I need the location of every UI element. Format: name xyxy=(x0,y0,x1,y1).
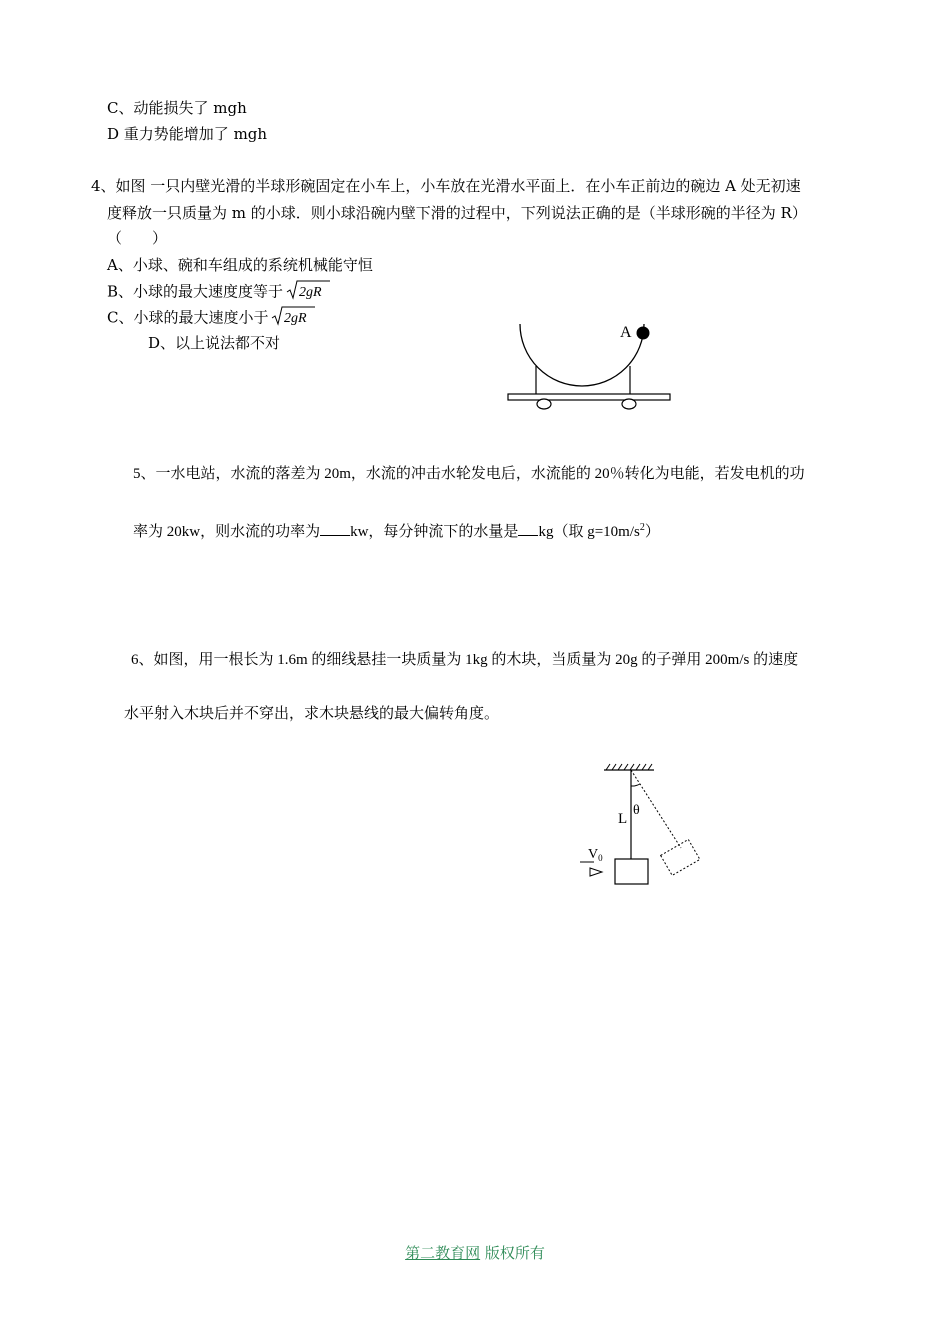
footer-copyright: 版权所有 xyxy=(480,1244,545,1262)
q4-option-b xyxy=(107,279,331,306)
sqrt-2gR-b-text: 2gR xyxy=(299,285,322,300)
label-v-sub: 0 xyxy=(598,853,603,863)
pendulum-figure xyxy=(578,758,708,890)
q4-option-a: A、小球、碗和车组成的系统机械能守恒 xyxy=(107,256,373,274)
ball xyxy=(637,327,650,340)
sqrt-2gR-c xyxy=(270,305,316,332)
block-deflected xyxy=(661,839,700,875)
q5-text-d: ） xyxy=(644,524,660,540)
label-l: L xyxy=(618,811,628,827)
q5-superscript: 2 xyxy=(639,522,645,533)
cart-platform xyxy=(508,394,670,400)
ceiling-hatch xyxy=(606,764,652,770)
footer xyxy=(0,1242,950,1263)
q4-option-c-text: C、小球的最大速度小于 xyxy=(107,308,269,327)
label-a: A xyxy=(620,324,632,341)
angle-arc xyxy=(631,784,640,786)
sqrt-2gR-b xyxy=(285,279,331,306)
label-v0 xyxy=(588,847,603,863)
q5-stem-line1: 5、一水电站，水流的落差为 20m，水流的冲击水轮发电后，水流能的 20％转化为电能，若发电机的功 xyxy=(133,466,805,482)
q4-option-d: D、以上说法都不对 xyxy=(148,334,281,352)
block-rest xyxy=(615,859,648,884)
q5-text-b: kw，每分钟流下的水量是 xyxy=(350,524,519,540)
wheel-right xyxy=(622,399,636,409)
q6-stem-line2: 水平射入木块后并不穿出，求木块悬线的最大偏转角度。 xyxy=(124,706,500,722)
sqrt-2gR-c-text: 2gR xyxy=(284,311,308,326)
q4-answer-paren: （ ） xyxy=(107,229,168,247)
q5-text-a: 率为 20kw，则水流的功率为 xyxy=(133,524,321,540)
q4-stem-line2: 度释放一只质量为 m 的小球．则小球沿碗内壁下滑的过程中，下列说法正确的是（半球形碗的半径为 R） xyxy=(107,204,807,222)
bowl-cart-figure xyxy=(500,318,680,414)
q4-option-b-text: B、小球的最大速度度等于 xyxy=(107,282,284,301)
wheel-left xyxy=(537,399,551,409)
label-theta: θ xyxy=(633,803,640,818)
q4-option-c xyxy=(107,305,316,332)
footer-link[interactable]: 第二教育网 xyxy=(405,1244,481,1262)
label-v: V xyxy=(588,847,599,862)
q5-text-c: kg（取 g=10m/s xyxy=(538,524,640,540)
q5-blank-mass[interactable] xyxy=(518,521,538,536)
bullet-icon xyxy=(590,868,602,876)
q4-stem-line1: 4、如图 一只内壁光滑的半球形碗固定在小车上，小车放在光滑水平面上．在小车正前边的碗边 A 处无初速 xyxy=(91,177,801,195)
q3-option-c: C、动能损失了 mgh xyxy=(107,99,247,117)
q5-blank-power[interactable] xyxy=(320,521,350,536)
q3-option-d: D 重力势能增加了 mgh xyxy=(107,125,268,143)
q5-stem-line2 xyxy=(133,518,660,542)
q6-stem-line1: 6、如图，用一根长为 1.6m 的细线悬挂一块质量为 1kg 的木块，当质量为 20g 的子弹用 200m/s 的速度 xyxy=(131,652,799,668)
